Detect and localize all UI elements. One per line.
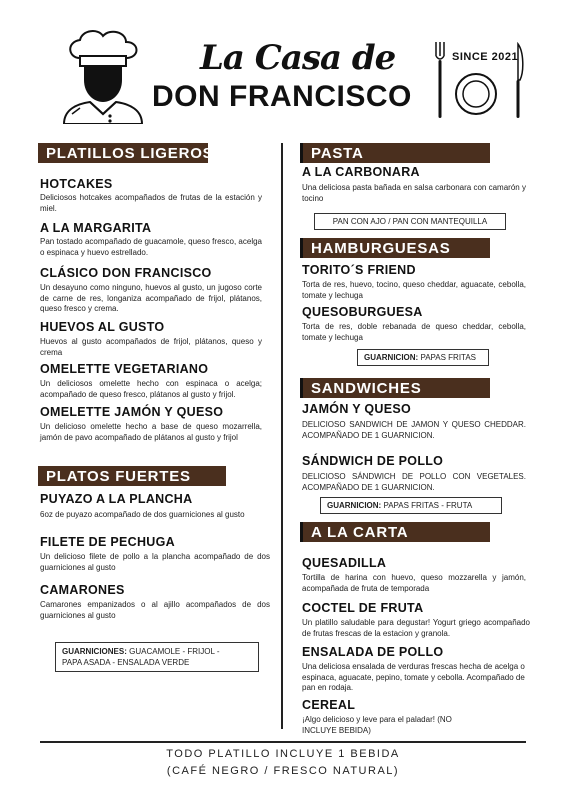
item-title: OMELETTE JAMÓN Y QUESO xyxy=(40,405,224,419)
chef-logo xyxy=(58,28,148,124)
item-title: QUESADILLA xyxy=(302,556,387,570)
item-title: OMELETTE VEGETARIANO xyxy=(40,362,209,376)
guarnicion-label: GUARNICION: xyxy=(327,501,382,510)
item-desc: DELICIOSO SANDWICH DE JAMON Y QUESO CHEDDAR. ACOMPAÑADO DE 1 GUARNICION. xyxy=(302,420,526,440)
guarnicion-text: PAPAS FRITAS xyxy=(420,353,477,362)
guarnicion-text: PAPAS FRITAS - FRUTA xyxy=(383,501,473,510)
since-label: SINCE 2021 xyxy=(452,51,519,63)
item-title: A LA MARGARITA xyxy=(40,221,152,235)
item-title: ENSALADA DE POLLO xyxy=(302,645,444,659)
section-header-sandwiches: SANDWICHES xyxy=(300,378,490,398)
item-desc: Un delicioso filete de pollo a la plancha acompañado de dos guarniciones al gusto xyxy=(40,552,270,572)
item-title: PUYAZO A LA PLANCHA xyxy=(40,492,193,506)
item-desc: Camarones empanizados o al ajillo acompañados de dos guarniciones al gusto xyxy=(40,600,270,620)
item-title: SÁNDWICH DE POLLO xyxy=(302,454,444,468)
section-header-fuertes: PLATOS FUERTES xyxy=(38,466,226,486)
item-title: CLÁSICO DON FRANCISCO xyxy=(40,266,212,280)
item-title: COCTEL DE FRUTA xyxy=(302,601,424,615)
item-desc: 6oz de puyazo acompañado de dos guarniciones al gusto xyxy=(40,510,245,519)
item-title: JAMÓN Y QUESO xyxy=(302,402,412,416)
section-header-hamburguesas: HAMBURGUESAS xyxy=(300,238,490,258)
column-divider xyxy=(281,143,283,729)
item-desc: Huevos al gusto acompañados de frijol, plátanos, queso y crema xyxy=(40,337,262,357)
item-title: FILETE DE PECHUGA xyxy=(40,535,175,549)
item-desc: Un delicioso omelette hecho a base de queso mozarrella, jamón de pavo acompañado de plátanos al gusto y frijol xyxy=(40,422,262,442)
item-title: A LA CARBONARA xyxy=(302,165,420,179)
item-title: HOTCAKES xyxy=(40,177,113,191)
item-title: CAMARONES xyxy=(40,583,125,597)
guarnicion-label: GUARNICION: xyxy=(364,353,419,362)
hamburguesas-guarnicion-box xyxy=(357,349,489,366)
item-desc: Un deliciosos omelette hecho con espinaca o acelga; acompañado de queso fresco, plátanos al gusto y frijol. xyxy=(40,379,262,399)
item-desc: Tortilla de harina con huevo, queso mozzarella y jamón, acompañada de fruta de temporada xyxy=(302,573,526,593)
item-title: HUEVOS AL GUSTO xyxy=(40,320,165,334)
item-title: QUESOBURGUESA xyxy=(302,305,423,319)
item-desc: Torta de res, doble rebanada de queso cheddar, cebolla, tomate y lechuga xyxy=(302,322,526,342)
footer-line-2: (CAFÉ NEGRO / FRESCO NATURAL) xyxy=(166,765,400,777)
sandwiches-guarnicion-box xyxy=(320,497,502,514)
footer-line-1: TODO PLATILLO INCLUYE 1 BEBIDA xyxy=(166,748,400,760)
guarniciones-text-2: PAPA ASADA - ENSALADA VERDE xyxy=(62,658,190,667)
guarniciones-box xyxy=(55,642,259,672)
footer-divider xyxy=(40,741,526,743)
item-desc: Una deliciosa pasta bañada en salsa carbonara con camarón y tocino xyxy=(302,183,526,203)
item-desc: Una deliciosa ensalada de verduras frescas hecha de acelga o espinaca, aguacate, pepino, tomate y cebolla. Acompañado de pan en rodaja. xyxy=(302,662,525,692)
item-desc: Un desayuno como ninguno, huevos al gusto, un jugoso corte de carne de res, longaniza acompañado de frijol, plátanos, queso fresco y crema. xyxy=(40,283,262,313)
item-title: CEREAL xyxy=(302,698,356,712)
brand-main-title: DON FRANCISCO xyxy=(152,80,412,113)
section-header-pasta: PASTA xyxy=(300,143,490,163)
item-title: TORITO´S FRIEND xyxy=(302,263,416,277)
item-desc: Pan tostado acompañado de guacamole, queso fresco, acelga o espinaca y huevo estrellado. xyxy=(40,237,262,257)
item-desc: Un platillo saludable para degustar! Yogurt griego acompañado de frutas frescas de la estacion y granola. xyxy=(302,618,530,638)
section-header-carta: A LA CARTA xyxy=(300,522,490,542)
guarniciones-text: GUACAMOLE - FRIJOL - xyxy=(129,647,220,656)
item-desc: ¡Algo delicioso y leve para el paladar! (NO INCLUYE BEBIDA) xyxy=(302,715,452,735)
section-header-ligeros: PLATILLOS LIGEROS xyxy=(38,143,208,163)
guarniciones-label: GUARNICIONES: xyxy=(62,647,127,656)
plate-cutlery-icon xyxy=(430,42,528,120)
item-desc: DELICIOSO SÁNDWICH DE POLLO CON VEGETALES. ACOMPAÑADO DE 1 GUARNICION. xyxy=(302,472,526,492)
item-desc: Deliciosos hotcakes acompañados de frutas de la estación y miel. xyxy=(40,193,262,213)
item-desc: Torta de res, huevo, tocino, queso cheddar, aguacate, cebolla, tomate y lechuga xyxy=(302,280,526,300)
brand-script-title: La Casa de xyxy=(200,38,396,78)
pasta-side-box: PAN CON AJO / PAN CON MANTEQUILLA xyxy=(314,213,506,230)
